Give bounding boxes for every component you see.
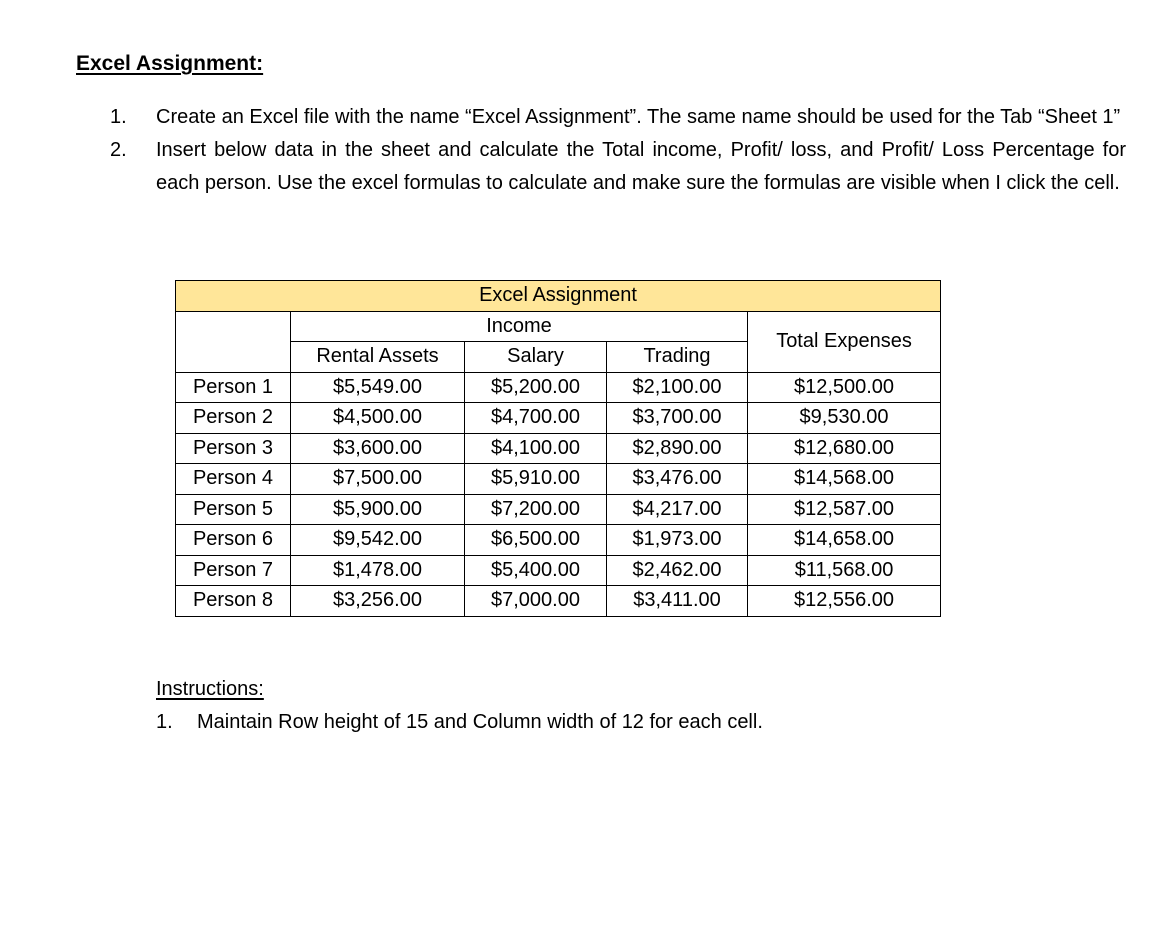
table-row (176, 433, 941, 464)
expenses-cell: $12,587.00 (748, 494, 941, 525)
banner-row (176, 281, 941, 312)
rental-cell: $3,256.00 (291, 586, 465, 617)
trading-cell: $3,476.00 (607, 464, 748, 495)
salary-cell: $6,500.00 (465, 525, 607, 556)
table-banner: Excel Assignment (176, 281, 941, 312)
steps-list (110, 101, 1126, 200)
person-name-cell: Person 8 (176, 586, 291, 617)
person-name-cell: Person 3 (176, 433, 291, 464)
salary-cell: $5,200.00 (465, 372, 607, 403)
person-name-cell: Person 1 (176, 372, 291, 403)
rental-cell: $3,600.00 (291, 433, 465, 464)
column-header-trading: Trading (607, 342, 748, 373)
empty-name-header (176, 342, 291, 373)
step-number: 1. (110, 106, 127, 128)
rental-cell: $7,500.00 (291, 464, 465, 495)
salary-cell: $4,100.00 (465, 433, 607, 464)
expenses-cell: $12,680.00 (748, 433, 941, 464)
salary-cell: $5,910.00 (465, 464, 607, 495)
assignment-heading: Excel Assignment: (76, 52, 264, 75)
trading-cell: $2,890.00 (607, 433, 748, 464)
salary-cell: $7,200.00 (465, 494, 607, 525)
data-table (175, 280, 941, 617)
step-item (110, 134, 1126, 200)
instruction-number: 1. (156, 711, 173, 733)
trading-cell: $4,217.00 (607, 494, 748, 525)
expenses-cell: $9,530.00 (748, 403, 941, 434)
step-number: 2. (110, 139, 127, 161)
table-row (176, 586, 941, 617)
salary-cell: $5,400.00 (465, 555, 607, 586)
expenses-cell: $11,568.00 (748, 555, 941, 586)
rental-cell: $9,542.00 (291, 525, 465, 556)
trading-cell: $2,100.00 (607, 372, 748, 403)
person-name-cell: Person 7 (176, 555, 291, 586)
expenses-cell: $14,658.00 (748, 525, 941, 556)
instruction-item (156, 711, 763, 734)
column-header-rental: Rental Assets (291, 342, 465, 373)
expenses-cell: $14,568.00 (748, 464, 941, 495)
trading-cell: $3,411.00 (607, 586, 748, 617)
table-row (176, 464, 941, 495)
person-name-cell: Person 4 (176, 464, 291, 495)
rental-cell: $5,900.00 (291, 494, 465, 525)
trading-cell: $3,700.00 (607, 403, 748, 434)
table-row (176, 555, 941, 586)
expenses-cell: $12,500.00 (748, 372, 941, 403)
expenses-cell: $12,556.00 (748, 586, 941, 617)
instructions-title: Instructions: (156, 678, 264, 700)
salary-cell: $7,000.00 (465, 586, 607, 617)
step-text: Create an Excel file with the name “Excel Assignment”. The same name should be used for the Tab “Sheet 1” (156, 106, 1121, 128)
table-row (176, 372, 941, 403)
trading-cell: $1,973.00 (607, 525, 748, 556)
empty-corner-cell (176, 311, 291, 342)
salary-cell: $4,700.00 (465, 403, 607, 434)
income-group-header: Income (291, 311, 748, 342)
total-expenses-header: Total Expenses (748, 311, 941, 372)
rental-cell: $1,478.00 (291, 555, 465, 586)
rental-cell: $4,500.00 (291, 403, 465, 434)
person-name-cell: Person 2 (176, 403, 291, 434)
trading-cell: $2,462.00 (607, 555, 748, 586)
person-name-cell: Person 5 (176, 494, 291, 525)
person-name-cell: Person 6 (176, 525, 291, 556)
instruction-text: Maintain Row height of 15 and Column width of 12 for each cell. (197, 711, 763, 733)
step-item (110, 101, 1126, 134)
rental-cell: $5,549.00 (291, 372, 465, 403)
step-text: Insert below data in the sheet and calculate the Total income, Profit/ loss, and Profit/ Loss Percentage for each person. Use the excel formulas to calculate and make sure the formulas are visible when I click the cell. (156, 139, 1126, 194)
table-row (176, 494, 941, 525)
table-row (176, 403, 941, 434)
group-header-row (176, 311, 941, 342)
column-header-salary: Salary (465, 342, 607, 373)
table-row (176, 525, 941, 556)
